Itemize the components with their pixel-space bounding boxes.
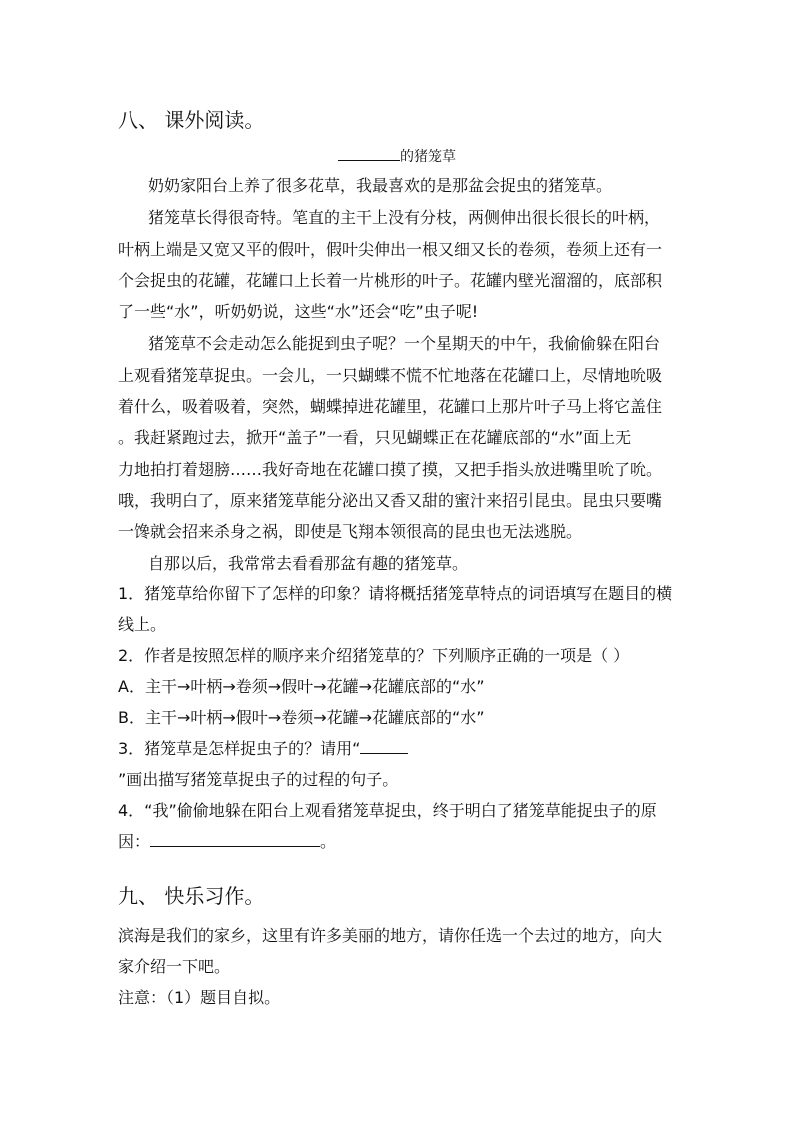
question-1-line: 线上。 — [118, 615, 167, 634]
paragraph-line: 个会捉虫的花罐，花罐口上长着一片桃形的叶子。花罐内壁光溜溜的，底部积 — [118, 271, 663, 290]
answer-suffix: 。 — [320, 832, 337, 851]
question-3 — [118, 739, 408, 759]
paragraph-line: 猪笼草不会走动怎么能捉到虫子呢？一个星期天的中午，我偷偷躲在阳台 — [148, 334, 661, 353]
paragraph-line: 叶柄上端是又宽又平的假叶，假叶尖伸出一根又细又长的卷须，卷须上还有一 — [118, 240, 663, 259]
question-1-line: 1．猪笼草给你留下了怎样的印象？请将概括猪笼草特点的词语填写在题目的横 — [118, 584, 673, 603]
passage-title — [0, 146, 794, 166]
answer-prefix: 因： — [118, 832, 151, 851]
paragraph-line: 奶奶家阳台上养了很多花草，我最喜欢的是那盆会捉虫的猪笼草。 — [148, 176, 613, 195]
reason-answer-blank[interactable] — [150, 832, 320, 847]
question-3-text: 3．猪笼草是怎样捉虫子的？请用“ — [118, 739, 361, 758]
question-3-line: ”画出描写猪笼草捉虫子的过程的句子。 — [118, 770, 399, 789]
question-2: 2．作者是按照怎样的顺序来介绍猪笼草的？下列顺序正确的一项是（ ） — [118, 646, 630, 665]
section-9-heading: 九、 快乐习作。 — [118, 884, 265, 908]
paragraph-line: 着什么，吸着吸着，突然，蝴蝶掉进花罐里，花罐口上那片叶子马上将它盖住 — [118, 397, 663, 416]
paragraph-line: 自那以后，我常常去看看那盆有趣的猪笼草。 — [148, 554, 469, 573]
paragraph-line: 上观看猪笼草捉虫。一会儿，一只蝴蝶不慌不忙地落在花罐口上，尽情地吮吸 — [118, 366, 663, 385]
question-4-answer — [118, 832, 336, 852]
paragraph-line: 了一些“水”，听奶奶说，这些“水”还会“吃”虫子呢! — [118, 302, 479, 321]
paragraph-line: 。我赶紧跑过去，掀开“盖子”一看，只见蝴蝶正在花罐底部的“水”面上无 — [118, 428, 632, 447]
prompt-line: 滨海是我们的家乡，这里有许多美丽的地方，请你任选一个去过的地方，向大 — [118, 926, 663, 945]
mark-symbol-blank[interactable] — [360, 739, 408, 754]
question-4: 4．“我”偷偷地躲在阳台上观看猪笼草捉虫，终于明白了猪笼草能捉虫子的原 — [118, 801, 657, 820]
paragraph-line: 力地拍打着翅膀……我好奇地在花罐口摸了摸，又把手指头放进嘴里吮了吮。 — [118, 460, 663, 479]
option-a[interactable]: A．主干→叶柄→卷须→假叶→花罐→花罐底部的“水” — [118, 677, 485, 696]
note-line: 注意：（1）题目自拟。 — [118, 988, 281, 1007]
prompt-line: 家介绍一下吧。 — [118, 957, 231, 976]
passage-title-text: 的猪笼草 — [400, 149, 456, 165]
paragraph-line: 哦，我明白了，原来猪笼草能分泌出又香又甜的蜜汁来招引昆虫。昆虫只要嘴 — [118, 491, 663, 510]
title-answer-blank[interactable] — [338, 146, 400, 161]
paragraph-line: 猪笼草长得很奇特。笔直的主干上没有分枝，两侧伸出很长很长的叶柄， — [148, 208, 661, 227]
option-b[interactable]: B．主干→叶柄→假叶→卷须→花罐→花罐底部的“水” — [118, 708, 485, 727]
section-8-heading: 八、 课外阅读。 — [118, 108, 265, 132]
paragraph-line: 一馋就会招来杀身之祸，即使是飞翔本领很高的昆虫也无法逃脱。 — [118, 522, 583, 541]
